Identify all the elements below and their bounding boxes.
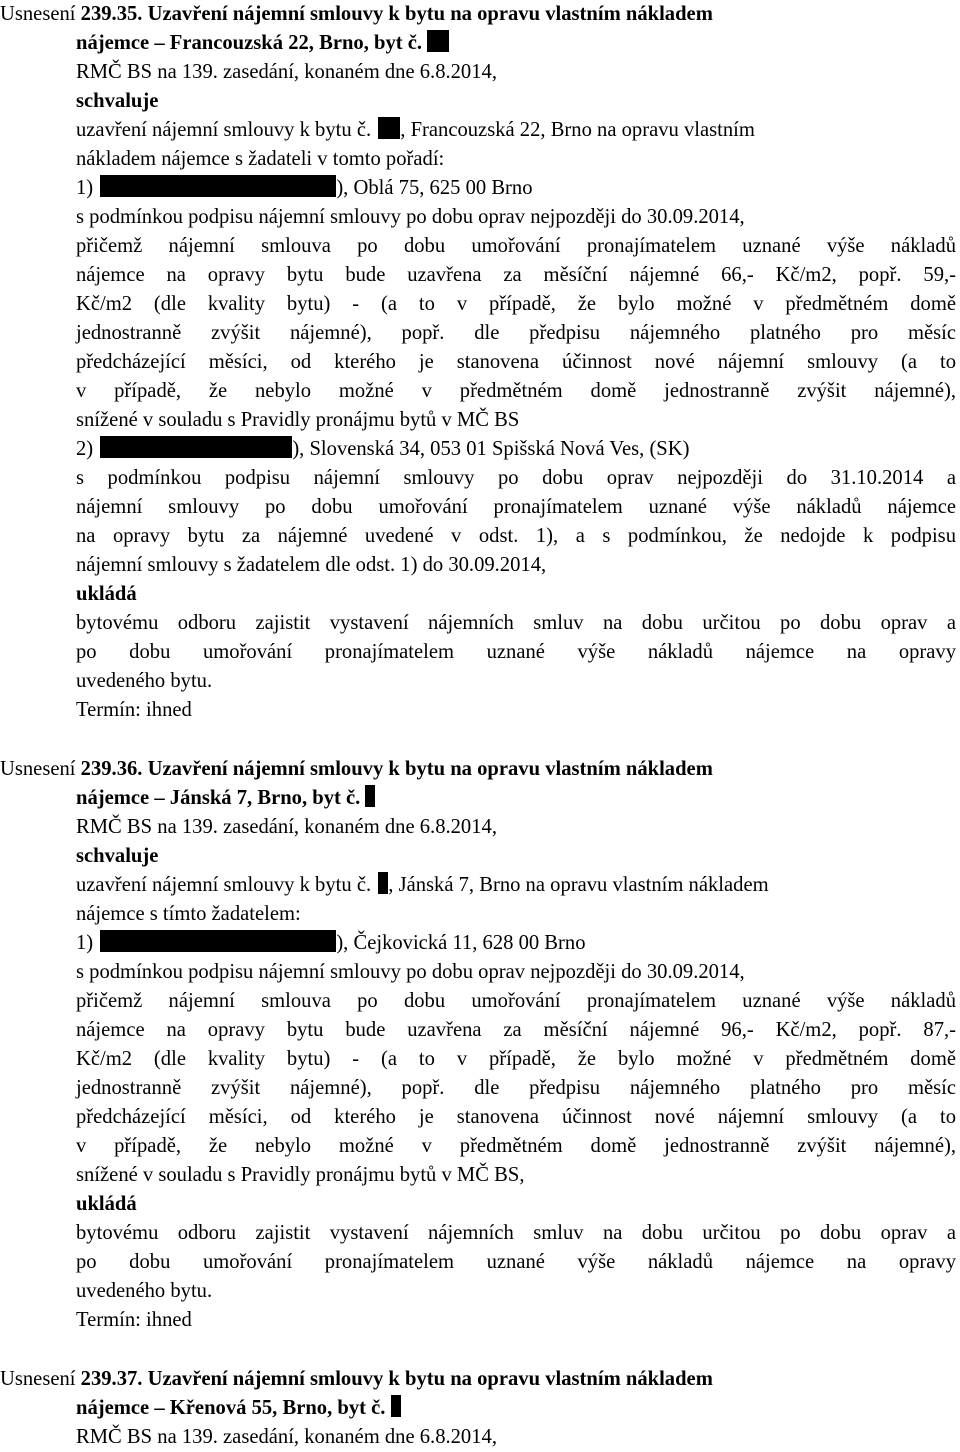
condition-line: Kč/m2 (dle kvality bytu) - (a to v případě, že bylo možné v předmětném domě (76, 1048, 956, 1070)
resolution-label: Usnesení (0, 3, 76, 25)
applicant-2: 2) ), Slovenská 34, 053 01 Spišská Nová Ves, (SK) (76, 438, 690, 460)
resolution-title-line-2: nájemce – Jánská 7, Brno, byt č. (76, 784, 375, 813)
resolution-number: 239.37. (80, 1368, 143, 1390)
deadline: Termín: ihned (76, 699, 192, 721)
condition-line: nájemce na opravy bytu bude uzavřena za měsíční nájemné 96,- Kč/m2, popř. 87,- (76, 1019, 956, 1041)
verb-uklada: ukládá (76, 583, 137, 605)
resolution-title: Uzavření nájemní smlouvy k bytu na opravu vlastním nákladem (147, 1368, 713, 1390)
redaction-block (365, 785, 375, 807)
approval-line-1: uzavření nájemní smlouvy k bytu č. , Jánská 7, Brno na opravu vlastním nákladem (76, 874, 769, 896)
condition-line: jednostranně zvýšit nájemné), popř. dle předpisu nájemného platného pro měsíc (76, 1077, 956, 1099)
task-line: po dobu umořování pronajímatelem uznané výše nákladů nájemce na opravy (76, 641, 956, 663)
resolution-label: Usnesení (0, 758, 76, 780)
resolution-number: 239.36. (80, 758, 143, 780)
condition-line: přičemž nájemní smlouva po dobu umořování pronajímatelem uznané výše nákladů (76, 235, 956, 257)
resolution-heading (0, 1365, 713, 1394)
condition-line: snížené v souladu s Pravidly pronájmu bytů v MČ BS (76, 409, 520, 431)
task-line: po dobu umořování pronajímatelem uznané výše nákladů nájemce na opravy (76, 1251, 956, 1273)
redaction-block (378, 117, 400, 139)
redaction-block (100, 930, 336, 952)
resolution-title-line-2: nájemce – Křenová 55, Brno, byt č. (76, 1394, 401, 1423)
resolution-number: 239.35. (80, 3, 143, 25)
approval-line-2: nájemce s tímto žadatelem: (76, 903, 301, 925)
deadline: Termín: ihned (76, 1309, 192, 1331)
meeting-info: RMČ BS na 139. zasedání, konaném dne 6.8.2014, (76, 1426, 497, 1448)
verb-schvaluje: schvaluje (76, 845, 159, 867)
resolution-title: Uzavření nájemní smlouvy k bytu na opravu vlastním nákladem (147, 758, 713, 780)
resolution-title: Uzavření nájemní smlouvy k bytu na opravu vlastním nákladem (147, 3, 713, 25)
resolution-heading (0, 0, 713, 29)
condition-line: předcházející měsíci, od kterého je stanovena účinnost nové nájemní smlouvy (a to (76, 1106, 956, 1128)
condition-line: nájemní smlouvy s žadatelem dle odst. 1) do 30.09.2014, (76, 554, 547, 576)
condition-line: s podmínkou podpisu nájemní smlouvy po dobu oprav nejpozději do 31.10.2014 a (76, 467, 956, 489)
condition-line: v případě, že nebylo možné v předmětném domě jednostranně zvýšit nájemné), (76, 380, 956, 402)
condition-line: v případě, že nebylo možné v předmětném domě jednostranně zvýšit nájemné), (76, 1135, 956, 1157)
condition-line: nájemní smlouvy po dobu umořování pronajímatelem uznané výše nákladů nájemce (76, 496, 956, 518)
condition-line: přičemž nájemní smlouva po dobu umořování pronajímatelem uznané výše nákladů (76, 990, 956, 1012)
task-line: bytovému odboru zajistit vystavení nájemních smluv na dobu určitou po dobu oprav a (76, 612, 956, 634)
meeting-info: RMČ BS na 139. zasedání, konaném dne 6.8.2014, (76, 816, 497, 838)
condition-line: Kč/m2 (dle kvality bytu) - (a to v případě, že bylo možné v předmětném domě (76, 293, 956, 315)
redaction-block (427, 30, 449, 52)
condition-line: nájemce na opravy bytu bude uzavřena za měsíční nájemné 66,- Kč/m2, popř. 59,- (76, 264, 956, 286)
condition-line: jednostranně zvýšit nájemné), popř. dle předpisu nájemného platného pro měsíc (76, 322, 956, 344)
applicant-1: 1) ), Čejkovická 11, 628 00 Brno (76, 932, 586, 954)
condition-line: předcházející měsíci, od kterého je stanovena účinnost nové nájemní smlouvy (a to (76, 351, 956, 373)
meeting-info: RMČ BS na 139. zasedání, konaném dne 6.8.2014, (76, 61, 497, 83)
resolution-title-line-2: nájemce – Francouzská 22, Brno, byt č. (76, 29, 449, 58)
redaction-block (391, 1395, 401, 1417)
condition-line: s podmínkou podpisu nájemní smlouvy po dobu oprav nejpozději do 30.09.2014, (76, 206, 745, 228)
condition-line: s podmínkou podpisu nájemní smlouvy po dobu oprav nejpozději do 30.09.2014, (76, 961, 745, 983)
resolution-label: Usnesení (0, 1368, 76, 1390)
condition-line: snížené v souladu s Pravidly pronájmu bytů v MČ BS, (76, 1164, 525, 1186)
task-line: uvedeného bytu. (76, 1280, 213, 1302)
approval-line-1: uzavření nájemní smlouvy k bytu č. , Francouzská 22, Brno na opravu vlastním (76, 119, 755, 141)
task-line: uvedeného bytu. (76, 670, 213, 692)
redaction-block (100, 436, 292, 458)
resolution-heading (0, 755, 713, 784)
task-line: bytovému odboru zajistit vystavení nájemních smluv na dobu určitou po dobu oprav a (76, 1222, 956, 1244)
approval-line-2: nákladem nájemce s žadateli v tomto pořadí: (76, 148, 445, 170)
applicant-1: 1) ), Oblá 75, 625 00 Brno (76, 177, 533, 199)
verb-uklada: ukládá (76, 1193, 137, 1215)
verb-schvaluje: schvaluje (76, 90, 159, 112)
redaction-block (378, 872, 388, 894)
redaction-block (100, 175, 336, 197)
condition-line: na opravy bytu za nájemné uvedené v odst. 1), a s podmínkou, že nedojde k podpisu (76, 525, 956, 547)
